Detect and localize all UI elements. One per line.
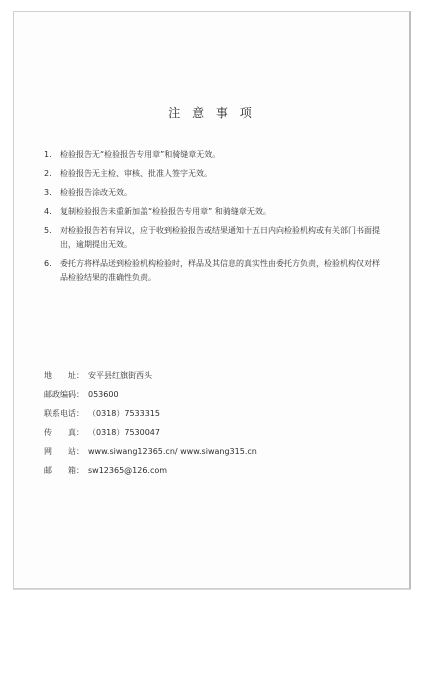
address-label: 地 址：: [44, 371, 84, 380]
postcode-value: 053600: [88, 390, 119, 399]
note-text: 检验报告涂改无效。: [60, 188, 132, 197]
contact-fax-row: [44, 423, 384, 442]
note-number: 5.: [44, 226, 52, 235]
email-value[interactable]: sw12365@126.com: [88, 466, 168, 475]
note-item: [44, 186, 386, 200]
website-label: 网 站：: [44, 447, 84, 456]
contact-info: [44, 366, 384, 480]
page-title: 注 意 事 项: [168, 106, 256, 120]
phone-label: 联系电话：: [44, 409, 84, 418]
note-text: 复制检验报告未重新加盖“检验报告专用章” 和骑缝章无效。: [60, 207, 271, 216]
note-item: [44, 167, 386, 181]
note-text: 检验报告无“检验报告专用章”和骑缝章无效。: [60, 150, 221, 159]
note-number: 6.: [44, 259, 52, 268]
address-value: 安平县红旗街西头: [88, 371, 152, 380]
phone-value: （0318）7533315: [88, 409, 160, 418]
notes-list: [44, 148, 386, 290]
note-item: [44, 257, 386, 285]
contact-email-row: [44, 461, 384, 480]
contact-postcode-row: [44, 385, 384, 404]
note-number: 3.: [44, 188, 52, 197]
note-item: [44, 205, 386, 219]
website-value[interactable]: www.siwang12365.cn/ www.siwang315.cn: [88, 447, 257, 456]
note-text: 对检验报告若有异议，应于收到检验报告或结果通知十五日内向检验机构或有关部门书面提出，逾期提出无效。: [60, 226, 380, 249]
note-number: 4.: [44, 207, 52, 216]
scan-edge-divider: [13, 589, 411, 590]
document-page: [13, 11, 411, 589]
note-text: 检验报告无主检、审核、批准人签字无效。: [60, 169, 212, 178]
note-item: [44, 224, 386, 252]
contact-phone-row: [44, 404, 384, 423]
contact-address-row: [44, 366, 384, 385]
note-number: 1.: [44, 150, 52, 159]
note-item: [44, 148, 386, 162]
fax-value: （0318）7530047: [88, 428, 160, 437]
postcode-label: 邮政编码：: [44, 390, 84, 399]
note-text: 委托方将样品送到检验机构检验时，样品及其信息的真实性由委托方负责，检验机构仅对样品检验结果的准确性负责。: [60, 259, 380, 282]
note-number: 2.: [44, 169, 52, 178]
fax-label: 传 真：: [44, 428, 84, 437]
contact-website-row: [44, 442, 384, 461]
email-label: 邮 箱：: [44, 466, 84, 475]
